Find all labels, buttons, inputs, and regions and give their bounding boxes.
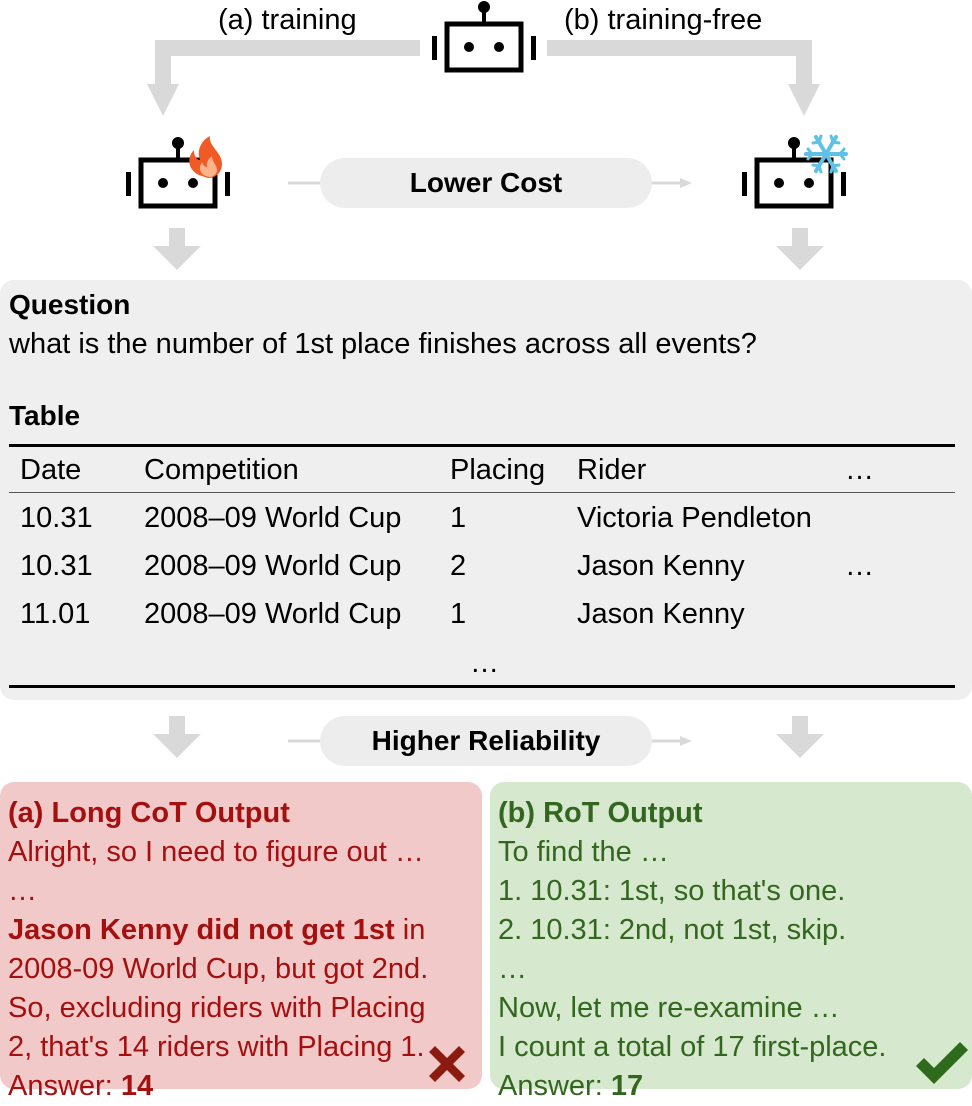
rot-line: I count a total of 17 first-place.	[498, 1031, 887, 1063]
down-arrow-left-2	[153, 716, 201, 758]
answer-label: Answer:	[498, 1070, 611, 1102]
check-icon	[914, 1040, 970, 1088]
cell: 2008–09 World Cup	[144, 501, 402, 534]
rot-output-panel	[490, 782, 972, 1102]
robot-snow-icon	[740, 130, 852, 212]
question-title: Question	[9, 289, 131, 320]
cell: Jason Kenny	[577, 597, 745, 630]
long-cot-line: Alright, so I need to figure out …	[8, 836, 424, 868]
answer-value: 17	[610, 1070, 644, 1102]
answer-value: 14	[120, 1070, 154, 1102]
cell: 2008–09 World Cup	[144, 597, 402, 630]
header-rider: Rider	[577, 453, 647, 486]
long-cot-emphasis: Jason Kenny did not get 1st	[8, 914, 395, 946]
long-cot-line: …	[8, 875, 37, 907]
cell: 10.31	[20, 549, 93, 582]
rot-line: Now, let me re-examine …	[498, 992, 840, 1024]
long-cot-line-rest: in	[394, 914, 426, 946]
robot-icon	[430, 0, 540, 76]
answer-label: Answer:	[8, 1070, 121, 1102]
lower-cost-pill: Lower Cost	[320, 158, 652, 208]
long-cot-line: 2, that's 14 riders with Placing 1.	[8, 1031, 425, 1063]
robot-fire-icon	[124, 130, 236, 212]
long-cot-title: (a) Long CoT Output	[8, 797, 290, 829]
rot-line: …	[498, 953, 527, 985]
long-cot-output-panel	[0, 782, 482, 1102]
rot-line: To find the …	[498, 836, 669, 868]
table-ellipsis: …	[470, 647, 499, 679]
header-competition: Competition	[144, 453, 299, 486]
long-cot-line: So, excluding riders with Placing	[8, 992, 426, 1024]
cell: 11.01	[20, 597, 91, 630]
rot-line: 2. 10.31: 2nd, not 1st, skip.	[498, 914, 847, 946]
rot-title: (b) RoT Output	[498, 797, 703, 829]
cell	[845, 494, 905, 542]
header-more: …	[845, 453, 874, 486]
table-row	[20, 590, 905, 638]
cell: 2008–09 World Cup	[144, 549, 402, 582]
cell: Victoria Pendleton	[577, 501, 812, 534]
cell: 2	[450, 549, 467, 582]
data-table	[20, 446, 905, 638]
table-title: Table	[9, 400, 81, 431]
long-cot-line	[8, 911, 474, 950]
fire-icon	[189, 136, 222, 178]
table-header-row	[20, 446, 905, 494]
rot-line: 1. 10.31: 1st, so that's one.	[498, 875, 846, 907]
cell: 1	[450, 597, 467, 630]
cell: 1	[450, 501, 467, 534]
table-row	[20, 494, 905, 542]
cell: Jason Kenny	[577, 549, 745, 582]
long-cot-line: 2008-09 World Cup, but got 2nd.	[8, 953, 429, 985]
header-date: Date	[20, 453, 82, 486]
down-arrow-left-1	[153, 228, 201, 270]
long-cot-answer	[8, 1067, 474, 1106]
cell: 10.31	[20, 501, 93, 534]
question-text: what is the number of 1st place finishes across all events?	[9, 328, 757, 360]
cross-icon	[425, 1046, 469, 1086]
table-bottom-rule	[9, 685, 955, 688]
down-arrow-right-1	[776, 228, 824, 270]
training-free-label: (b) training-free	[564, 4, 763, 36]
rot-answer	[498, 1067, 964, 1106]
cell	[845, 590, 905, 638]
higher-reliability-pill: Higher Reliability	[320, 716, 652, 766]
training-label: (a) training	[218, 4, 357, 36]
cell: …	[845, 549, 874, 582]
down-arrow-right-2	[776, 716, 824, 758]
table-row	[20, 542, 905, 590]
header-placing: Placing	[450, 453, 546, 486]
